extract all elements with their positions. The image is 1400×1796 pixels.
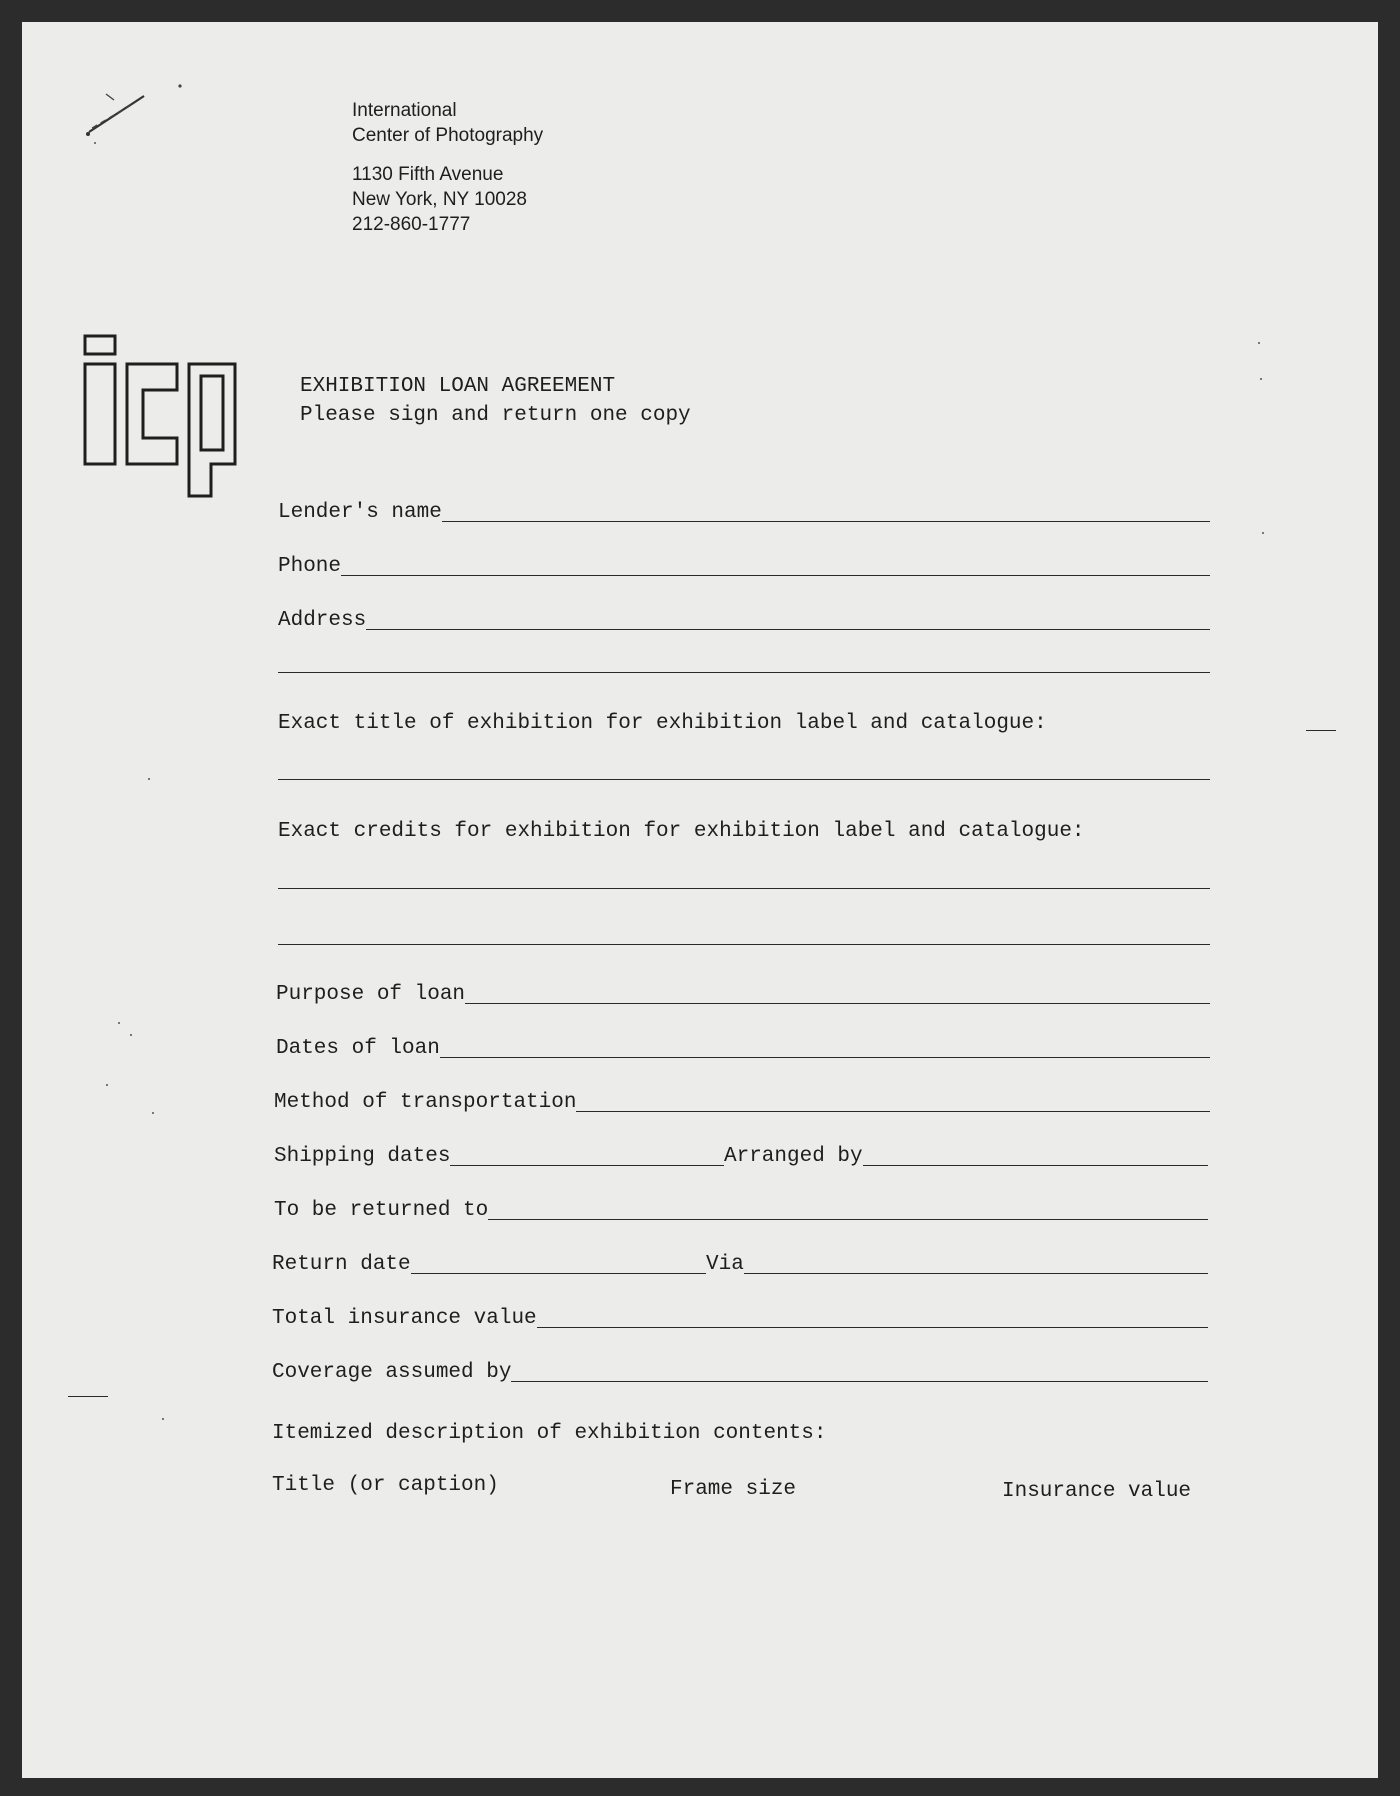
via-label: Via (706, 1253, 744, 1276)
form-instruction: Please sign and return one copy (300, 404, 691, 427)
shipping-dates-label: Shipping dates (274, 1145, 451, 1168)
method-of-transportation-label: Method of transportation (274, 1091, 577, 1114)
phone-label: Phone (278, 555, 342, 578)
address-line2: New York, NY 10028 (352, 189, 527, 210)
column-title-header: Title (or caption) (272, 1474, 499, 1497)
column-frame-size-header: Frame size (670, 1478, 797, 1501)
edge-mark (68, 1396, 108, 1397)
exact-title-label: Exact title of exhibition for exhibition label and catalogue: (278, 712, 1047, 735)
dates-of-loan-label: Dates of loan (276, 1037, 440, 1060)
itemized-description-label: Itemized description of exhibition contents: (272, 1422, 827, 1445)
org-name-line2: Center of Photography (352, 125, 544, 146)
arranged-by-field[interactable] (724, 1140, 1208, 1170)
address-line[interactable] (366, 629, 1210, 630)
letterhead (352, 98, 543, 237)
speck (94, 142, 96, 144)
total-insurance-value-line[interactable] (537, 1327, 1208, 1328)
speck (152, 1112, 154, 1114)
purpose-of-loan-label: Purpose of loan (276, 983, 466, 1006)
speck (162, 1418, 164, 1420)
speck (1262, 532, 1264, 534)
total-insurance-value-field[interactable] (272, 1302, 1208, 1332)
exact-credits-line-2[interactable] (278, 944, 1210, 945)
method-of-transportation-field[interactable] (274, 1086, 1210, 1116)
lenders-name-field[interactable] (278, 496, 1210, 526)
phone-line[interactable] (341, 575, 1210, 576)
to-be-returned-to-field[interactable] (274, 1194, 1208, 1224)
total-insurance-value-label: Total insurance value (272, 1307, 537, 1330)
via-line[interactable] (744, 1273, 1208, 1274)
shipping-dates-field[interactable] (274, 1140, 724, 1170)
return-date-field[interactable] (272, 1248, 706, 1278)
lenders-name-line[interactable] (442, 521, 1210, 522)
via-field[interactable] (706, 1248, 1208, 1278)
speck (1258, 342, 1260, 344)
icp-logo (83, 334, 239, 498)
purpose-of-loan-field[interactable] (276, 978, 1210, 1008)
address-line1: 1130 Fifth Avenue (352, 164, 504, 185)
return-row (272, 1248, 1208, 1278)
return-date-label: Return date (272, 1253, 411, 1276)
method-of-transportation-line[interactable] (576, 1111, 1210, 1112)
coverage-assumed-by-label: Coverage assumed by (272, 1361, 512, 1384)
pen-mark-icon (84, 82, 194, 142)
arranged-by-label: Arranged by (724, 1145, 863, 1168)
lenders-name-label: Lender's name (278, 501, 442, 524)
dates-of-loan-field[interactable] (276, 1032, 1210, 1062)
org-phone: 212-860-1777 (352, 214, 471, 235)
form-heading (300, 372, 691, 430)
dates-of-loan-line[interactable] (440, 1057, 1210, 1058)
to-be-returned-to-line[interactable] (488, 1219, 1208, 1220)
coverage-assumed-by-line[interactable] (511, 1381, 1208, 1382)
return-date-line[interactable] (411, 1273, 706, 1274)
form-title: EXHIBITION LOAN AGREEMENT (300, 375, 616, 398)
speck (148, 778, 150, 780)
speck (1260, 378, 1262, 380)
edge-mark (1306, 730, 1336, 731)
purpose-of-loan-line[interactable] (465, 1003, 1210, 1004)
column-insurance-value-header: Insurance value (1002, 1480, 1192, 1503)
address-field[interactable] (278, 604, 1210, 634)
exact-title-line[interactable] (278, 779, 1210, 780)
exact-credits-line-1[interactable] (278, 888, 1210, 889)
exact-credits-label: Exact credits for exhibition for exhibition label and catalogue: (278, 820, 1085, 843)
to-be-returned-to-label: To be returned to (274, 1199, 489, 1222)
shipping-dates-line[interactable] (450, 1165, 724, 1166)
arranged-by-line[interactable] (863, 1165, 1208, 1166)
org-name-line1: International (352, 100, 457, 121)
address-line-2[interactable] (278, 672, 1210, 673)
shipping-row (274, 1140, 1208, 1170)
address-label: Address (278, 609, 367, 632)
document-page (22, 22, 1378, 1778)
speck (130, 1034, 132, 1036)
coverage-assumed-by-field[interactable] (272, 1356, 1208, 1386)
speck (106, 1084, 108, 1086)
speck (118, 1022, 120, 1024)
phone-field[interactable] (278, 550, 1210, 580)
